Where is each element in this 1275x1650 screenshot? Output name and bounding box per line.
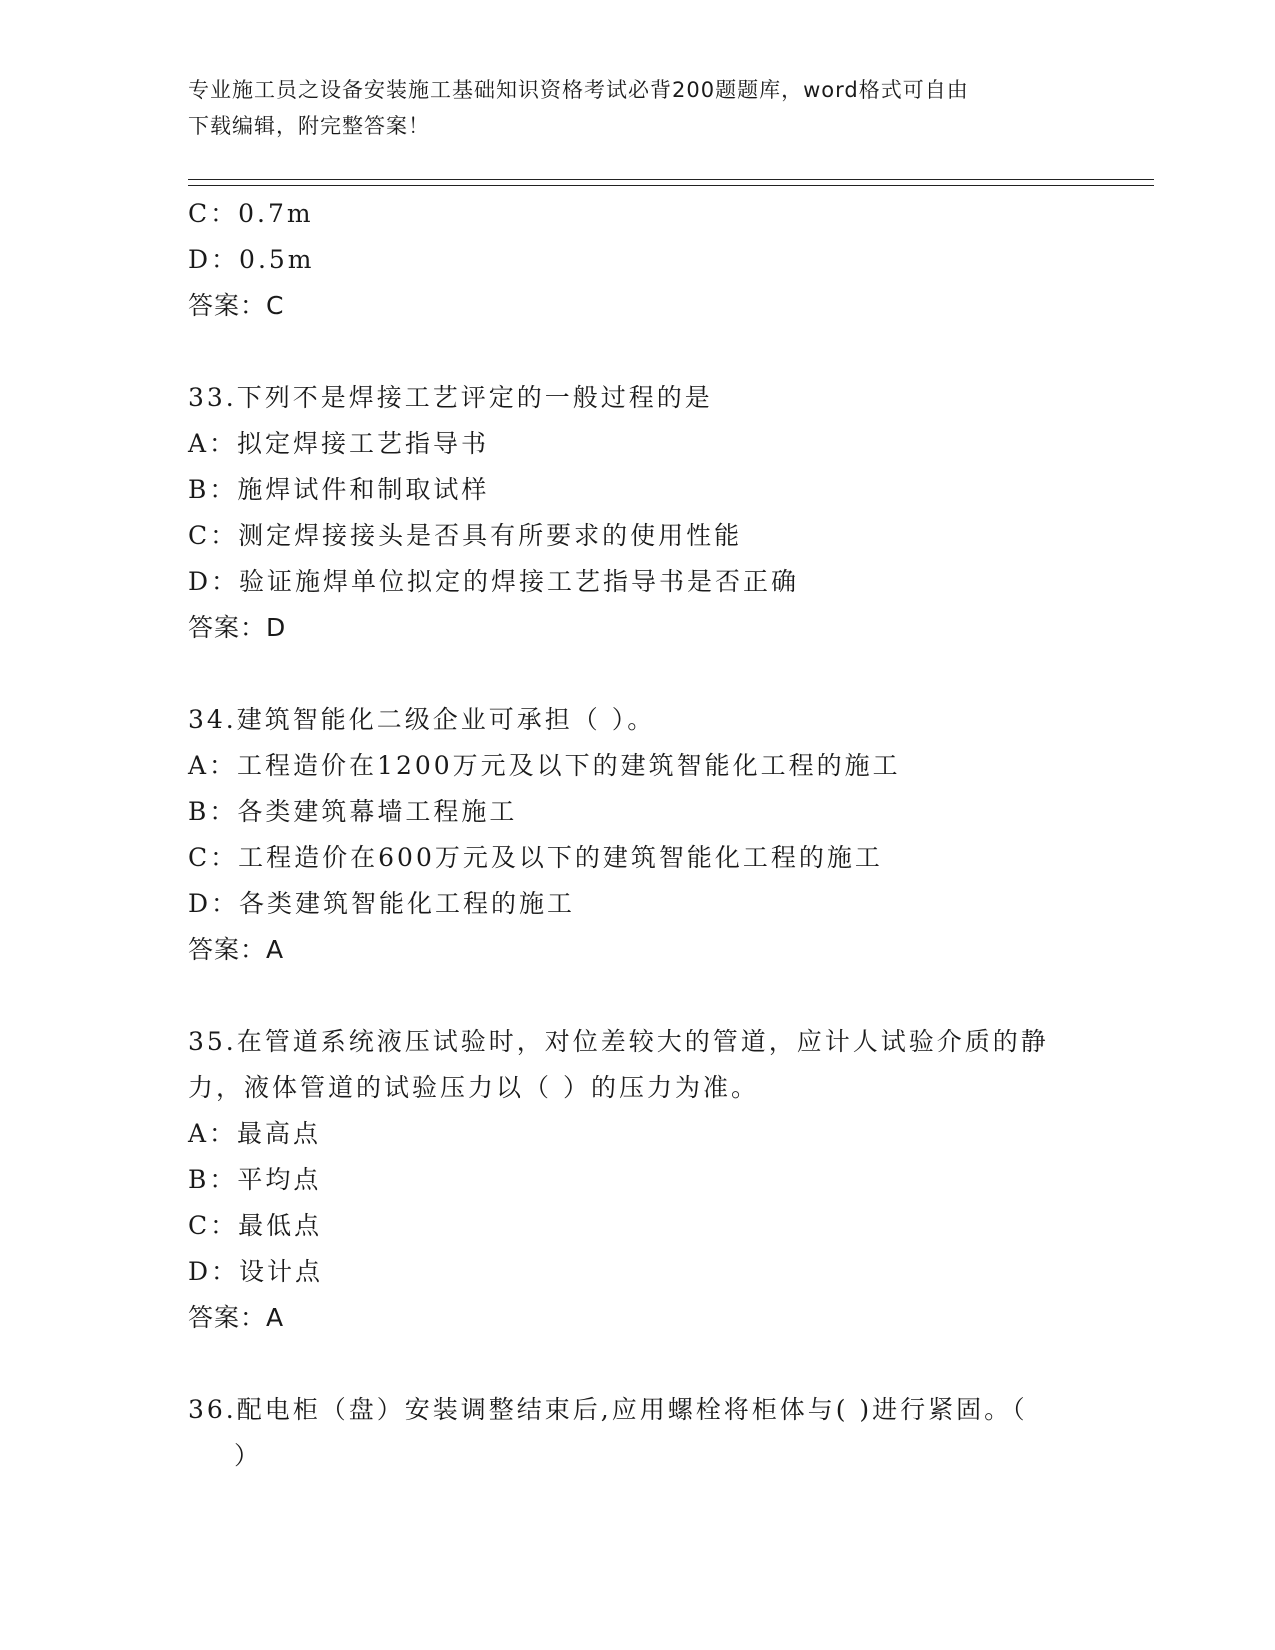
question-content <box>188 191 1088 1479</box>
document-header <box>188 72 1068 144</box>
option-c: C：最低点 <box>188 1211 323 1240</box>
option-d: D：各类建筑智能化工程的施工 <box>188 889 576 918</box>
option-d: D：设计点 <box>188 1257 324 1286</box>
option-d: D：0.5m <box>188 245 315 274</box>
question-block-34 <box>188 697 1088 973</box>
spacer <box>188 329 1088 375</box>
answer-line: 答案：A <box>188 1303 285 1332</box>
option-c: C：测定焊接接头是否具有所要求的使用性能 <box>188 521 743 550</box>
question-stem-line1: 36.配电柜（盘）安装调整结束后,应用螺栓将柜体与( )进行紧固。（ <box>188 1395 1028 1424</box>
option-a: A：工程造价在1200万元及以下的建筑智能化工程的施工 <box>188 751 901 780</box>
spacer <box>188 651 1088 697</box>
question-block-35 <box>188 1019 1088 1341</box>
question-stem-line2: ） <box>234 1441 263 1470</box>
question-stem-line1: 35.在管道系统液压试验时，对位差较大的管道，应计人试验介质的静 <box>188 1027 1049 1056</box>
answer-line: 答案：A <box>188 935 285 964</box>
option-b: B：各类建筑幕墙工程施工 <box>188 797 518 826</box>
header-title-line2: 下载编辑，附完整答案！ <box>188 114 430 138</box>
spacer <box>188 1341 1088 1387</box>
question-block-33 <box>188 375 1088 651</box>
spacer <box>188 973 1088 1019</box>
option-c: C：0.7m <box>188 199 314 228</box>
header-divider-top <box>188 179 1154 180</box>
question-stem-line2: 力，液体管道的试验压力以（ ）的压力为准。 <box>188 1073 759 1102</box>
option-a: A：拟定焊接工艺指导书 <box>188 429 490 458</box>
question-stem: 34.建筑智能化二级企业可承担（ ）。 <box>188 705 656 734</box>
question-block-36 <box>188 1387 1088 1479</box>
option-b: B：平均点 <box>188 1165 322 1194</box>
question-stem: 33.下列不是焊接工艺评定的一般过程的是 <box>188 383 713 412</box>
option-c: C：工程造价在600万元及以下的建筑智能化工程的施工 <box>188 843 883 872</box>
answer-line: 答案：C <box>188 291 285 320</box>
option-a: A：最高点 <box>188 1119 322 1148</box>
header-divider-bottom <box>188 185 1154 186</box>
option-d: D：验证施焊单位拟定的焊接工艺指导书是否正确 <box>188 567 800 596</box>
header-title-line1: 专业施工员之设备安装施工基础知识资格考试必背200题题库，word格式可自由 <box>188 78 969 102</box>
answer-line: 答案：D <box>188 613 287 642</box>
option-b: B：施焊试件和制取试样 <box>188 475 490 504</box>
